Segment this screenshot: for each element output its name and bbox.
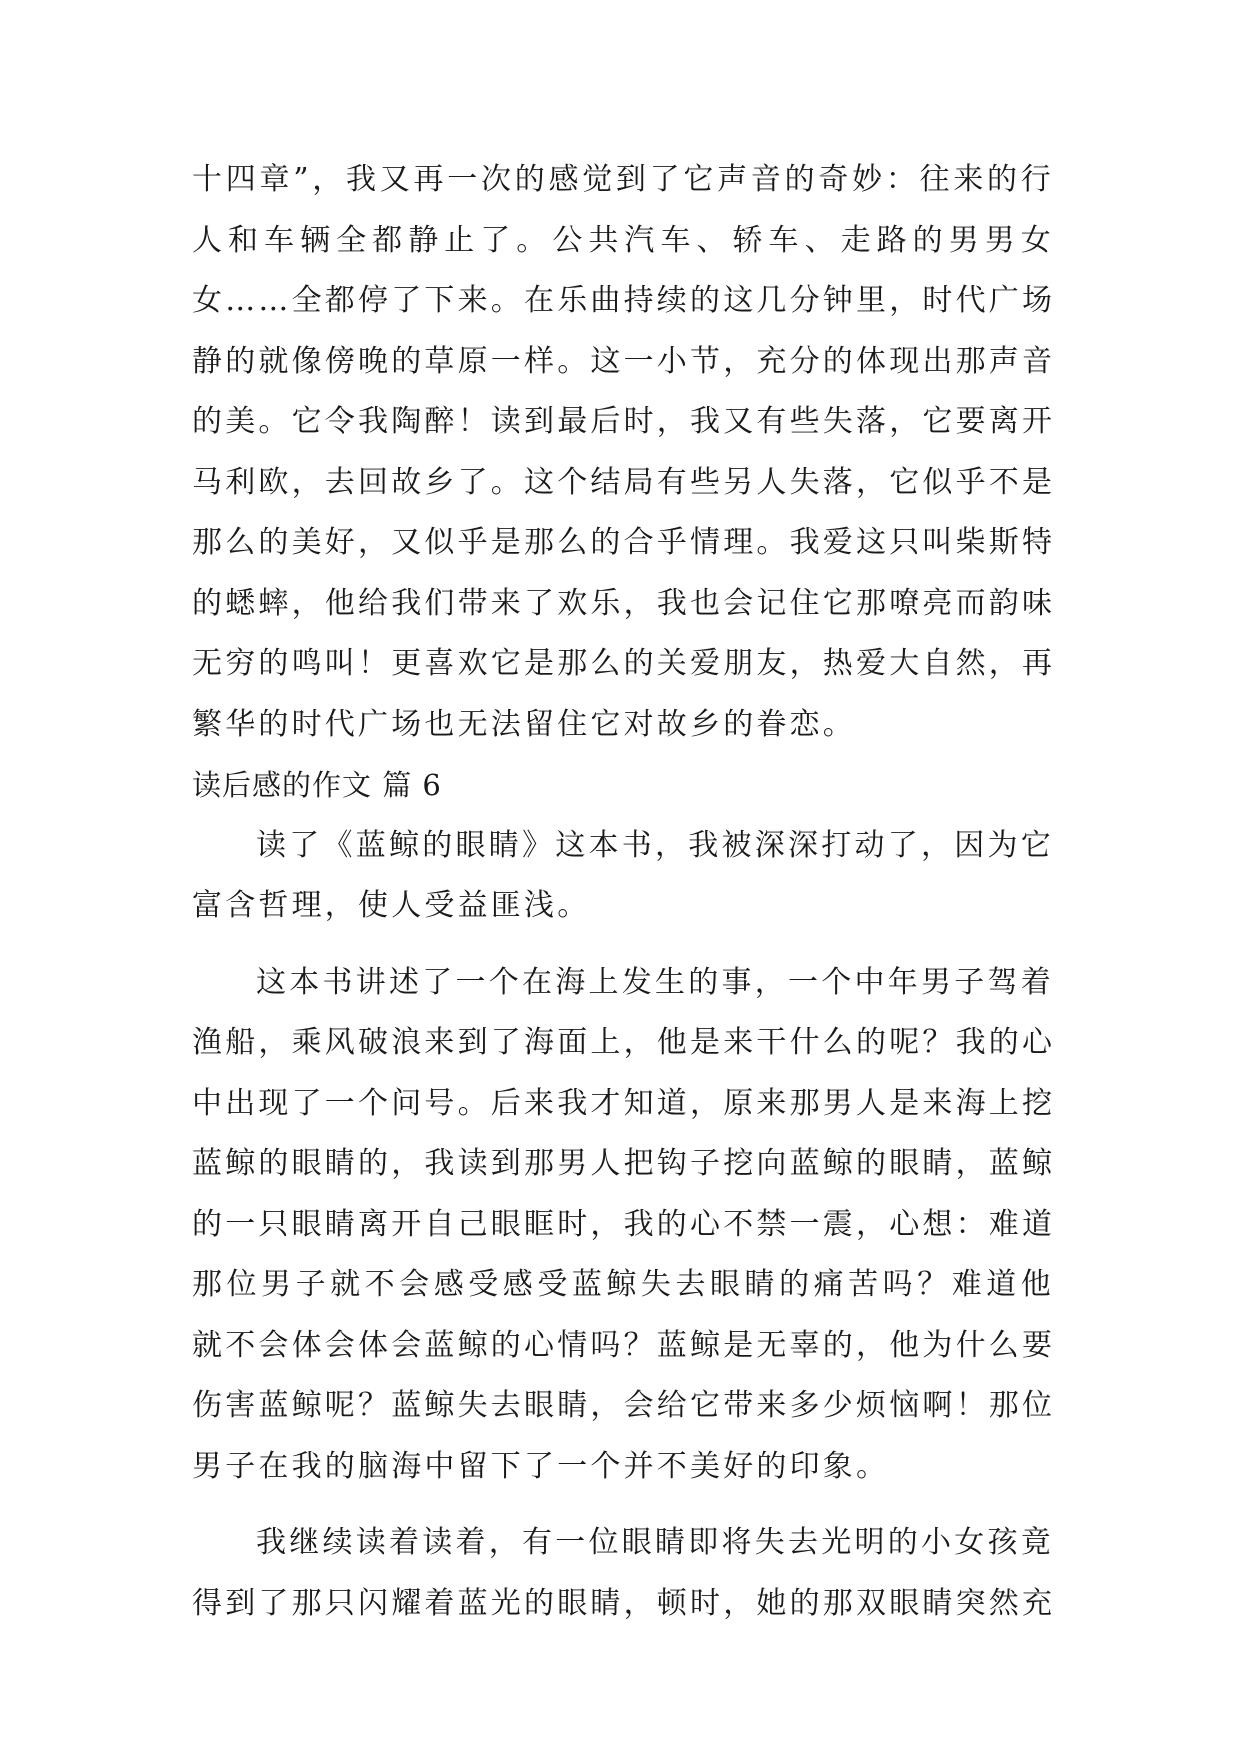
text-line: 这本书讲述了一个在海上发生的事，一个中年男子驾着 [256,964,1054,1000]
text-line: 蓝鲸的眼睛的，我读到那男人把钩子挖向蓝鲸的眼睛，蓝鲸 [192,1146,1056,1181]
text-line: 女……全都停了下来。在乐曲持续的这几分钟里，时代广场 [192,283,1056,318]
text-line: 马利欧，去回故乡了。这个结局有些另人失落，它似乎不是 [192,464,1056,500]
document-page [192,150,1054,1634]
text-line: 人和车辆全都静止了。公共汽车、轿车、走路的男男女 [192,222,1054,258]
paragraph-1 [192,816,1054,937]
text-line: 静的就像傍晚的草原一样。这一小节，充分的体现出那声音 [192,343,1056,379]
text-line: 得到了那只闪耀着蓝光的眼睛，顿时，她的那双眼睛突然充 [192,1585,1056,1621]
text-line: 伤害蓝鲸呢？蓝鲸失去眼睛，会给它带来多少烦恼啊！那位 [192,1388,1056,1423]
text-line: 那位男子就不会感受感受蓝鲸失去眼睛的痛苦吗？难道他 [192,1267,1054,1302]
text-line: 无穷的鸣叫！更喜欢它是那么的关爱朋友，热爱大自然，再 [192,646,1056,681]
text-line: 的美。它令我陶醉！读到最后时，我又有些失落，它要离开 [192,404,1056,439]
text-line: 就不会体会体会蓝鲸的心情吗？蓝鲸是无辜的，他为什么要 [192,1327,1056,1363]
text-line: 富含哲理，使人受益匪浅。 [192,888,591,923]
text-line: 渔船，乘风破浪来到了海面上，他是来干什么的呢？我的心 [192,1025,1056,1060]
text-line: 男子在我的脑海中留下了一个并不美好的印象。 [192,1448,890,1484]
paragraph-2 [192,953,1054,1498]
text-line: 我继续读着读着，有一位眼睛即将失去光明的小女孩竟 [256,1525,1054,1560]
text-line: 十四章”，我又再一次的感觉到了它声音的奇妙：往来的行 [192,162,1054,197]
text-line: 繁华的时代广场也无法留住它对故乡的眷恋。 [192,706,856,742]
continuation-paragraph [192,150,1054,755]
text-line: 读了《蓝鲸的眼睛》这本书，我被深深打动了，因为它 [256,827,1054,863]
paragraph-3 [192,1513,1054,1634]
section-heading: 读后感的作文 篇 6 [192,768,442,802]
paragraph-spacer [192,1497,1054,1513]
text-line: 那么的美好，又似乎是那么的合乎情理。我爱这只叫柴斯特 [192,525,1056,560]
text-line: 中出现了一个问号。后来我才知道，原来那男人是来海上挖 [192,1085,1056,1121]
paragraph-spacer [192,937,1054,953]
text-line: 的一只眼睛离开自己眼眶时，我的心不禁一震，心想：难道 [192,1206,1056,1242]
text-line: 的蟋蟀，他给我们带来了欢乐，我也会记住它那嘹亮而韵味 [192,585,1056,621]
